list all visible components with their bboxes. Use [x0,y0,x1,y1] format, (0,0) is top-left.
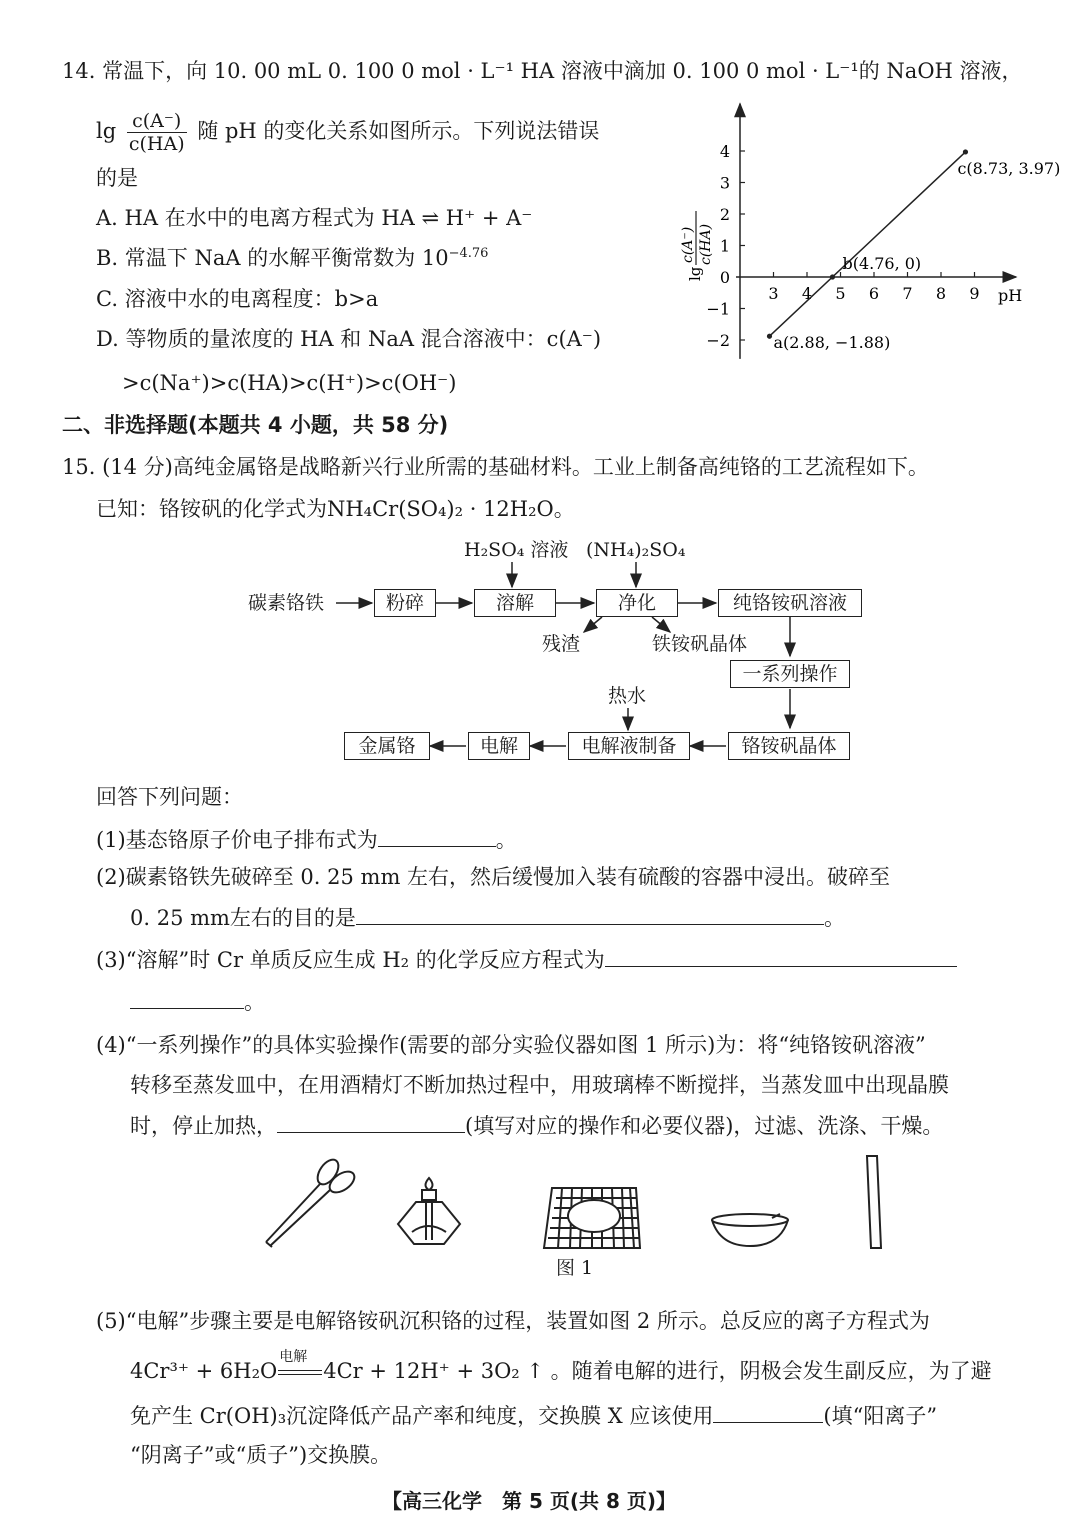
flow-box-crush: 粉碎 [374,589,436,617]
electrolysis-condition-label: 电解 [279,1349,308,1365]
electrolysis-equation-left: 4Cr³⁺ + 6H₂O [130,1359,278,1383]
data-point-label: c(8.73, 3.97) [957,158,1061,178]
figure-1-caption: 图 1 [556,1257,594,1279]
fraction-denominator: c(HA) [128,133,185,155]
flow-box-electrolyte-prep: 电解液制备 [568,732,690,760]
answer-blank-2[interactable] [356,902,824,925]
x-tick-label: 5 [835,284,846,303]
x-axis-label: pH [998,286,1023,305]
flow-box-operations: 一系列操作 [730,660,850,688]
y-tick-label: 4 [719,142,730,161]
q14-option-d-line2: >c(Na⁺)>c(HA)>c(H⁺)>c(OH⁻) [122,371,457,395]
wire-gauze-icon [544,1188,640,1248]
q14-option-b-exponent: −4.76 [448,246,489,261]
answer-prompt: 回答下列问题： [96,785,243,809]
q15-part1 [96,824,517,855]
x-tick-label: 7 [902,284,913,303]
q15-part5-text: 免产生 Cr(OH)₃沉淀降低产品产率和纯度，交换膜 X 应该使用 [130,1404,714,1428]
flow-box-metal-chromium: 金属铬 [344,732,430,760]
lg-symbol: lg [96,119,117,143]
q15-part3-line2 [130,986,265,1017]
flow-input-ammonium-sulfate: (NH₄)₂SO₄ [586,539,686,561]
arrow-iron-alum-out [652,617,670,632]
electrolysis-condition-sign [277,1349,323,1386]
y-axis-label-numerator: c(A⁻) [680,226,696,263]
q14-stem-line3: 的是 [96,166,138,190]
q15-part5-line4: “阴离子”或“质子”)交换膜。 [130,1443,392,1467]
arrow-residue-out [584,617,602,632]
x-tick-label: 4 [801,284,813,303]
q14-stem-line2-text: 随 pH 的变化关系如图所示。下列说法错误 [197,119,600,143]
page-footer: 【高三化学 第 5 页(共 8 页)】 [382,1489,676,1513]
q15-part1-text: (1)基态铬原子价电子排布式为 [96,828,378,852]
q15-part4-line3 [130,1110,943,1141]
q15-stem-line2: 已知：铬铵矾的化学式为NH₄Cr(SO₄)₂ · 12H₂O。 [96,497,575,521]
y-tick-label: −2 [706,331,730,350]
q15-part1-end: 。 [495,828,517,852]
flow-box-electrolysis: 电解 [468,732,530,760]
q14-option-b-text: B. 常温下 NaA 的水解平衡常数为 10 [96,246,449,270]
x-tick-label: 9 [969,284,980,303]
y-tick-label: −1 [706,299,730,319]
y-axis-label-denominator: c(HA) [698,223,714,265]
q15-part4-text: 时，停止加热， [130,1114,277,1138]
answer-blank-5[interactable] [713,1400,823,1423]
flow-input-hot-water: 热水 [608,685,647,707]
flow-box-purify: 净化 [596,589,678,617]
flow-output-residue: 残渣 [542,633,581,655]
section-2-title: 二、非选择题(本题共 4 小题，共 58 分) [62,413,449,437]
q14-stem-line1: 14. 常温下，向 10. 00 mL 0. 100 0 mol · L⁻¹ HA 溶液中滴加 0. 100 0 mol · L⁻¹的 NaOH 溶液， [62,59,1023,83]
data-point-label: b(4.76, 0) [842,254,922,273]
q15-part4-line1: (4)“一系列操作”的具体实验操作(需要的部分实验仪器如图 1 所示)为：将“纯铬铵矾溶液” [96,1033,926,1057]
q15-part3-text: (3)“溶解”时 Cr 单质反应生成 H₂ 的化学反应方程式为 [96,948,605,972]
origin-label: 0 [719,268,730,287]
q15-part5-line1: (5)“电解”步骤主要是电解铬铵矾沉积铬的过程，装置如图 2 所示。总反应的离子方程式为 [96,1309,930,1333]
flow-box-pure-solution: 纯铬铵矾溶液 [718,589,862,617]
fraction-numerator: c(A⁻) [127,110,187,133]
q15-part2-end: 。 [823,906,845,930]
answer-blank-4[interactable] [277,1110,465,1133]
q15-part4-line2: 转移至蒸发皿中，在用酒精灯不断加热过程中，用玻璃棒不断搅拌，当蒸发皿中出现晶膜 [130,1073,949,1097]
crucible-tongs-icon [266,1156,358,1247]
x-tick-label: 8 [935,284,947,303]
x-tick-label: 3 [768,284,779,303]
q15-part2-line2 [130,902,845,933]
flow-input-h2so4: H₂SO₄ 溶液 [464,539,569,561]
q15-stem-line1: 15. (14 分)高纯金属铬是战略新兴行业所需的基础材料。工业上制备高纯铬的工艺流程如下。 [62,455,929,479]
flow-box-alum-crystal: 铬铵矾晶体 [728,732,850,760]
y-tick-label: 1 [719,236,730,256]
data-point-label: a(2.88, −1.88) [773,333,891,353]
q14-option-c: C. 溶液中水的电离程度：b>a [96,287,379,311]
alcohol-lamp-icon [398,1178,460,1244]
q15-part2-line1: (2)碳素铬铁先破碎至 0. 25 mm 左右，然后缓慢加入装有硫酸的容器中浸出。破碎至 [96,865,891,889]
glass-rod-icon [867,1156,881,1248]
evaporating-dish-icon [712,1214,788,1246]
flow-start-label: 碳素铬铁 [248,592,325,614]
q15-part5-line3 [130,1400,937,1431]
answer-blank-3b[interactable] [130,986,244,1009]
q15-part5-rest: (填“阳离子” [823,1404,938,1428]
flow-box-dissolve: 溶解 [474,589,556,617]
answer-blank-1[interactable] [378,824,496,847]
q15-part3-end: 。 [244,990,265,1014]
answer-blank-3a[interactable] [605,944,957,967]
electrolysis-equation-right: 4Cr + 12H⁺ + 3O₂ ↑ 。随着电解的进行，阴极会发生副反应，为了避 [323,1359,992,1383]
q15-part4-rest: (填写对应的操作和必要仪器)，过滤、洗涤、干燥。 [465,1114,944,1138]
q15-part5-line2 [130,1349,992,1386]
q15-part2-text: 0. 25 mm左右的目的是 [130,906,356,930]
flow-output-iron-alum: 铁铵矾晶体 [652,633,748,655]
q14-option-d-line1: D. 等物质的量浓度的 HA 和 NaA 混合溶液中：c(A⁻) [96,327,602,351]
q14-option-a: A. HA 在水中的电离方程式为 HA ⇌ H⁺ + A⁻ [96,206,533,230]
x-tick-label: 6 [868,284,880,303]
y-tick-label: 3 [719,173,730,193]
y-axis-label-lg: lg [686,266,704,281]
q15-part3-line1 [96,944,957,975]
figure-1-apparatus [250,1148,950,1258]
y-tick-label: 2 [719,205,730,224]
